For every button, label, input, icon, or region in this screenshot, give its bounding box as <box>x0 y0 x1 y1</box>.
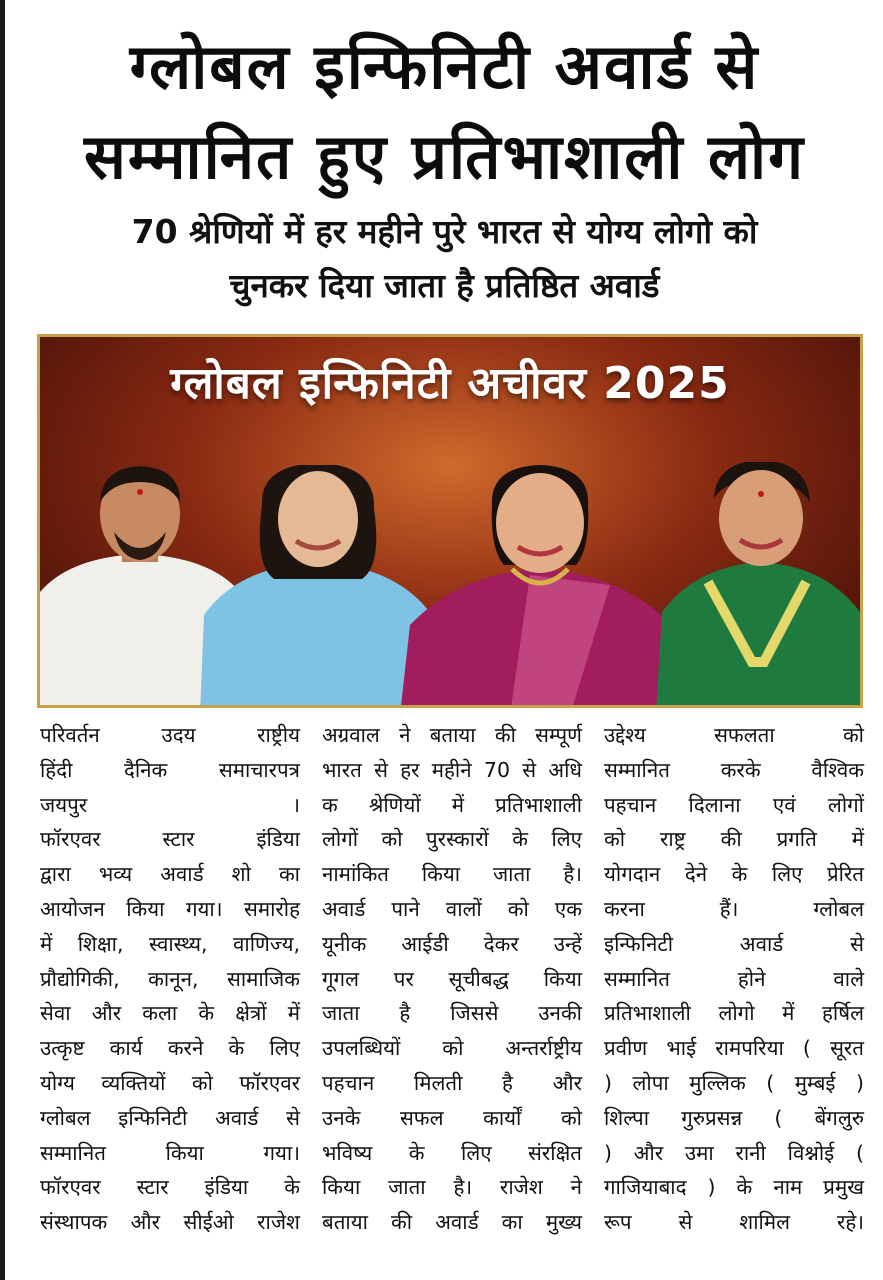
headline-line-2: सम्मानित हुए प्रतिभाशाली लोग <box>84 120 805 193</box>
article-line: द्वारा भव्य अवार्ड शो का <box>40 862 300 887</box>
article-line: लोगों को पुरस्कारों के लिए <box>322 827 582 852</box>
awardee-photo-3 <box>400 465 680 708</box>
article-line: प्रवीण भाई रामपरिया ( सूरत <box>604 1036 864 1061</box>
subheadline-line-2: चुनकर दिया जाता है प्रतिष्ठित अवार्ड <box>229 266 660 305</box>
page-left-edge <box>0 0 5 1280</box>
article-line: किया जाता है। राजेश ने <box>322 1175 582 1200</box>
article-line: भविष्य के लिए संरक्षित <box>322 1140 582 1165</box>
article-line: फॉरएवर स्टार इंडिया <box>40 827 300 852</box>
article-line: योग्य व्यक्तियों को फॉरएवर <box>40 1070 300 1095</box>
subheadline <box>20 205 869 313</box>
article-line: सम्मानित होने वाले <box>604 966 864 991</box>
article-line: प्रौद्योगिकी, कानून, सामाजिक <box>40 966 300 991</box>
article-line: अग्रवाल ने बताया की सम्पूर्ण <box>322 723 582 747</box>
article-line: को राष्ट्र की प्रगति में <box>604 827 864 852</box>
article-line: आयोजन किया गया। समारोह <box>40 896 300 921</box>
article-line: यूनीक आईडी देकर उन्हें <box>322 931 582 956</box>
article-line: सेवा और कला के क्षेत्रों में <box>40 1001 300 1026</box>
article-line: उद्देश्य सफलता को <box>604 723 864 747</box>
article-column-3 <box>604 718 864 1240</box>
article-line: शिल्पा गुरुप्रसन्न ( बेंगलुरु <box>604 1105 864 1130</box>
awardees-photo <box>37 334 863 708</box>
subheadline-line-1: 70 श्रेणियों में हर महीने पुरे भारत से योग्य लोगो को <box>131 212 758 251</box>
article-line: जाता है जिससे उनकी <box>322 1001 582 1026</box>
article-line: गाजियाबाद ) के नाम प्रमुख <box>604 1175 864 1200</box>
article-line: ग्लोबल इन्फिनिटी अवार्ड से <box>40 1105 300 1130</box>
headline <box>20 22 869 202</box>
article-line: फॉरएवर स्टार इंडिया के <box>40 1175 300 1200</box>
article-line: परिवर्तन उदय राष्ट्रीय <box>40 723 300 747</box>
article-line: गूगल पर सूचीबद्ध किया <box>322 966 582 991</box>
article-line: पहचान दिलाना एवं लोगों <box>604 792 864 817</box>
article-line: योगदान देने के लिए प्रेरित <box>604 862 864 887</box>
article-line: में शिक्षा, स्वास्थ्य, वाणिज्य, <box>40 931 300 956</box>
article-line: पहचान मिलती है और <box>322 1070 582 1095</box>
article-line: हिंदी दैनिक समाचारपत्र <box>40 757 300 782</box>
article-line: संस्थापक और सीईओ राजेश <box>40 1210 300 1235</box>
article-line: भारत से हर महीने 70 से अधि <box>322 757 582 782</box>
article-column-2 <box>322 718 582 1240</box>
awardee-photo-4 <box>656 462 863 708</box>
article-line: उपलब्धियों को अन्तर्राष्ट्रीय <box>322 1036 582 1061</box>
article-line: रूप से शामिल रहे। <box>604 1210 864 1235</box>
article-line: नामांकित किया जाता है। <box>322 862 582 887</box>
article-line: अवार्ड पाने वालों को एक <box>322 896 582 921</box>
article-line: प्रतिभाशाली लोगो में हर्षिल <box>604 1001 864 1026</box>
article-line: उत्कृष्ट कार्य करने के लिए <box>40 1036 300 1061</box>
article-line: क श्रेणियों में प्रतिभाशाली <box>322 792 582 817</box>
article-line: करना हैं। ग्लोबल <box>604 896 864 921</box>
article-line: इन्फिनिटी अवार्ड से <box>604 931 864 956</box>
article-line: सम्मानित किया गया। <box>40 1140 300 1165</box>
article-column-1 <box>40 718 300 1240</box>
article-line: ) और उमा रानी विश्नोई ( <box>604 1140 864 1165</box>
article-line: जयपुर । <box>40 792 300 817</box>
article-line: सम्मानित करके वैश्विक <box>604 757 864 782</box>
headline-line-1: ग्लोबल इन्फिनिटी अवार्ड से <box>129 30 760 103</box>
article-line: ) लोपा मुल्लिक ( मुम्बई ) <box>604 1070 864 1095</box>
article-line: बताया की अवार्ड का मुख्य <box>322 1210 582 1235</box>
photo-banner-title: ग्लोबल इन्फिनिटी अचीवर 2025 <box>170 358 730 409</box>
article-line: उनके सफल कार्यों को <box>322 1105 582 1130</box>
